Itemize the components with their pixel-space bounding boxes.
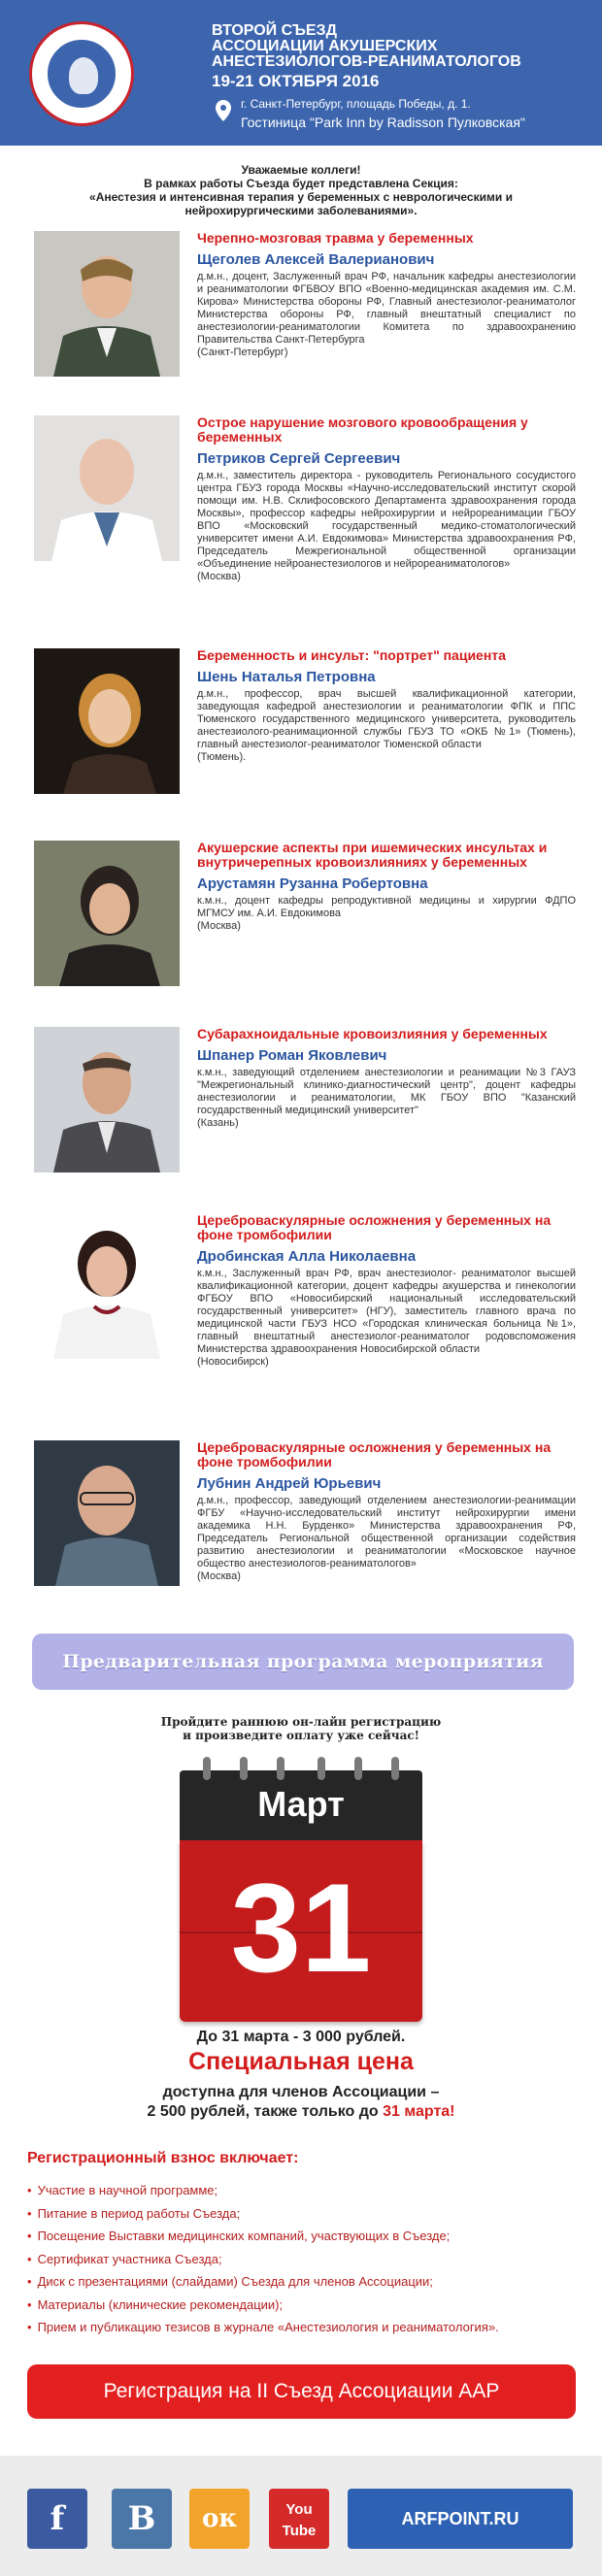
speaker-bio: д.м.н., профессор, врач высшей квалификационной категории, заведующая кафедрой анестезиологии и реаниматологии ФПК и ППС Тюменского государственного медицинского университета, руководитель анестезиолого-реанимационной службы ГБУЗ ТО «ОКБ №1» (Тюмень), главный анестезиолог-реаниматолог Тюменской области [197, 688, 576, 750]
talk-topic: Черепно-мозговая травма у беременных [197, 230, 474, 246]
fee-item: • Сертификат участника Съезда; [27, 2248, 581, 2271]
logo-portrait-icon [69, 57, 98, 94]
speaker-photo [34, 1213, 180, 1359]
speaker-city: (Москва) [197, 920, 241, 932]
speaker-bio: к.м.н., доцент кафедры репродуктивной медицины и хирургии ФДПО МГМСУ им. А.И. Евдокимова [197, 895, 576, 919]
speaker-name: Щеголев Алексей Валерианович [197, 251, 435, 268]
speaker-city: (Москва) [197, 571, 241, 582]
odnoklassniki-link[interactable] [189, 2489, 250, 2549]
talk-topic: Беременность и инсульт: "портрет" пациента [197, 647, 506, 663]
fee-item: • Участие в научной программе; [27, 2179, 581, 2202]
speaker-bio: д.м.н., профессор, заведующий отделением анестезиологии-реанимации ФГБУ «Научно-исследовательский институт нейрохирургии имени академика Н.Н. Бурденко» Министерства здравоохранения РФ, Председатель Региональной общественной организации содействия развитию анестезиологии и реаниматологии «Московское научное общество анестезиологов-реаниматологов» [197, 1495, 576, 1569]
prompt-line-2: и произведите оплату уже сейчас! [183, 1729, 419, 1742]
event-title-line-3: АНЕСТЕЗИОЛОГОВ-РЕАНИМАТОЛОГОВ [212, 53, 521, 70]
calendar-ring [354, 1757, 362, 1780]
youtube-link[interactable] [269, 2489, 329, 2549]
speaker-photo [34, 1440, 180, 1586]
speaker-name: Петриков Сергей Сергеевич [197, 450, 401, 467]
speaker-info [197, 1440, 576, 1583]
youtube-label-tube: Tube [282, 2523, 317, 2539]
program-button[interactable]: Предварительная программа мероприятия [32, 1634, 574, 1690]
header-banner [0, 0, 602, 146]
calendar-ring [318, 1757, 325, 1780]
calendar-month: Март [257, 1784, 345, 1824]
calendar-icon [180, 1757, 422, 2024]
speaker-name: Шпанер Роман Яковлевич [197, 1047, 387, 1064]
member-price-amount: 2 500 рублей, также только до [147, 2103, 384, 2120]
youtube-icon [269, 2502, 329, 2562]
event-title-line-1: ВТОРОЙ СЪЕЗД [212, 22, 337, 39]
facebook-icon: f [50, 2499, 65, 2538]
speaker-info [197, 841, 576, 933]
facebook-link[interactable] [27, 2489, 87, 2549]
member-price-deadline: 31 марта! [383, 2103, 455, 2120]
event-address: г. Санкт-Петербург, площадь Победы, д. 1. [241, 97, 471, 111]
talk-topic: Острое нарушение мозгового кровообращения у беременных [197, 414, 528, 445]
talk-topic: Цереброваскулярные осложнения у беременных на фоне тромбофилии [197, 1212, 552, 1242]
early-price: До 31 марта - 3 000 рублей. [196, 2029, 406, 2045]
speaker-photo [34, 1027, 180, 1172]
location-pin-icon [216, 100, 231, 121]
speaker-info [197, 1213, 576, 1369]
talk-topic: Акушерские аспекты при ишемических инсультах и внутричерепных кровоизлияниях у беременных [197, 840, 548, 870]
registration-prompt [58, 1715, 544, 1742]
fee-title: Регистрационный взнос включает: [27, 2150, 299, 2166]
speaker-city: (Санкт-Петербург) [197, 347, 288, 358]
special-price-heading: Специальная цена [188, 2048, 414, 2075]
intro-line-4: нейрохирургическими заболеваниями». [184, 204, 418, 217]
intro-line-3: «Анестезия и интенсивная терапия у беременных с неврологическими и [89, 190, 513, 204]
speaker-bio: к.м.н., заведующий отделением анестезиологии и реанимации №3 ГАУЗ "Межрегиональный клинико-диагностический центр", доцент кафедры анестезиологии и реаниматологии, МК ГБОУ ВПО "Казанский государственный медицинский университет" [197, 1067, 576, 1116]
speaker-name: Лубнин Андрей Юрьевич [197, 1475, 382, 1492]
fee-list [27, 2179, 581, 2339]
speaker-name: Шень Наталья Петровна [197, 669, 376, 685]
calendar-ring [240, 1757, 248, 1780]
speaker-name: Дробинская Алла Николаевна [197, 1248, 417, 1265]
association-logo [29, 21, 134, 126]
event-hotel: Гостиница "Park Inn by Radisson Пулковская" [241, 115, 525, 130]
speaker-info [197, 231, 576, 359]
intro-text [29, 163, 573, 217]
member-price-line-2 [58, 2102, 544, 2122]
logo-inner [46, 38, 117, 110]
speaker-photo [34, 231, 180, 377]
vkontakte-link[interactable] [112, 2489, 172, 2549]
intro-line-2: В рамках работы Съезда будет представлена Секция: [144, 177, 458, 190]
speaker-city: (Новосибирск) [197, 1356, 269, 1368]
fee-item: • Питание в период работы Съезда; [27, 2202, 581, 2226]
register-button[interactable]: Регистрация на II Съезд Ассоциации ААР [27, 2364, 576, 2419]
speaker-info [197, 415, 576, 583]
speaker-photo [34, 841, 180, 986]
speaker-photo [34, 648, 180, 794]
speaker-bio: к.м.н., Заслуженный врач РФ, врач анестезиолог- реаниматолог высшей квалификационной категории, доцент кафедры акушерства и гинекологии ФГБОУ ВПО «Новосибирский национальный исследовательский государственный университет» (НГУ), заместитель главного врача по медицинской части ГБУЗ НСО «Городская клиническая больница №1», главный внештатный анестезиолог-реаниматолог родовспоможения Министерства здравоохранения Новосибирской области [197, 1268, 576, 1355]
speaker-bio: д.м.н., заместитель директора - руководитель Регионального сосудистого центра ГБУЗ города Москвы «Научно-исследовательский институт скорой помощи им. Н.В. Склифосовского Департамента здравоохранения города Москвы», профессор кафедры нейрохирургии и нейрореанимации ГБОУ ВПО «Московский государственный медико-стоматологический университет имени А.И. Евдокимова» Министерства здравоохранения РФ, Председатель Межрегиональной общественной организации «Объединение нейроанестезиологов и нейрореаниматологов» [197, 470, 576, 570]
member-price [58, 2083, 544, 2122]
speaker-info [197, 1027, 576, 1130]
event-title-line-2: АССОЦИАЦИИ АКУШЕРСКИХ [212, 38, 438, 54]
speaker-bio: д.м.н., доцент, Заслуженный врач РФ, начальник кафедры анестезиологии и реаниматологии ФГБВОУ ВПО «Военно-медицинская академия им. С.М. Кирова» Министерства обороны РФ, Главный анестезиолог-реаниматолог Министерства обороны РФ, главный внештатный специалист по анестезиологии-реаниматологии Комитета по здравоохранению Правительства Санкт-Петербурга [197, 271, 576, 346]
speaker-city: (Казань) [197, 1117, 239, 1129]
calendar-ring [203, 1757, 211, 1780]
vkontakte-icon: B [127, 2499, 156, 2538]
fee-item: • Посещение Выставки медицинских компаний, участвующих в Съезде; [27, 2225, 581, 2248]
fee-item: • Диск с презентациями (слайдами) Съезда для членов Ассоциации; [27, 2270, 581, 2294]
website-link[interactable]: ARFPOINT.RU [348, 2489, 573, 2549]
speaker-city: (Тюмень). [197, 751, 247, 763]
talk-topic: Субарахноидальные кровоизлияния у беременных [197, 1026, 548, 1041]
youtube-label-you: You [285, 2501, 313, 2518]
calendar-day: 31 [230, 1857, 372, 1998]
odnoklassniki-icon: ок [201, 2504, 238, 2533]
speaker-info [197, 648, 576, 764]
speaker-name: Арустамян Рузанна Робертовна [197, 875, 428, 892]
calendar-rings [180, 1757, 422, 1786]
prompt-line-1: Пройдите раннюю он-лайн регистрацию [160, 1715, 442, 1729]
speaker-photo [34, 415, 180, 561]
talk-topic: Цереброваскулярные осложнения у беременных на фоне тромбофилии [197, 1439, 552, 1470]
member-price-line-1: доступна для членов Ассоциации – [162, 2084, 440, 2100]
fee-item: • Прием и публикацию тезисов в журнале «Анестезиология и реаниматология». [27, 2316, 581, 2339]
fee-item: • Материалы (клинические рекомендации); [27, 2294, 581, 2317]
speaker-city: (Москва) [197, 1570, 241, 1582]
event-dates: 19-21 ОКТЯБРЯ 2016 [212, 72, 380, 90]
calendar-ring [391, 1757, 399, 1780]
calendar-ring [277, 1757, 284, 1780]
intro-greeting: Уважаемые коллеги! [241, 163, 361, 177]
footer [0, 2456, 602, 2576]
event-title [212, 23, 521, 70]
